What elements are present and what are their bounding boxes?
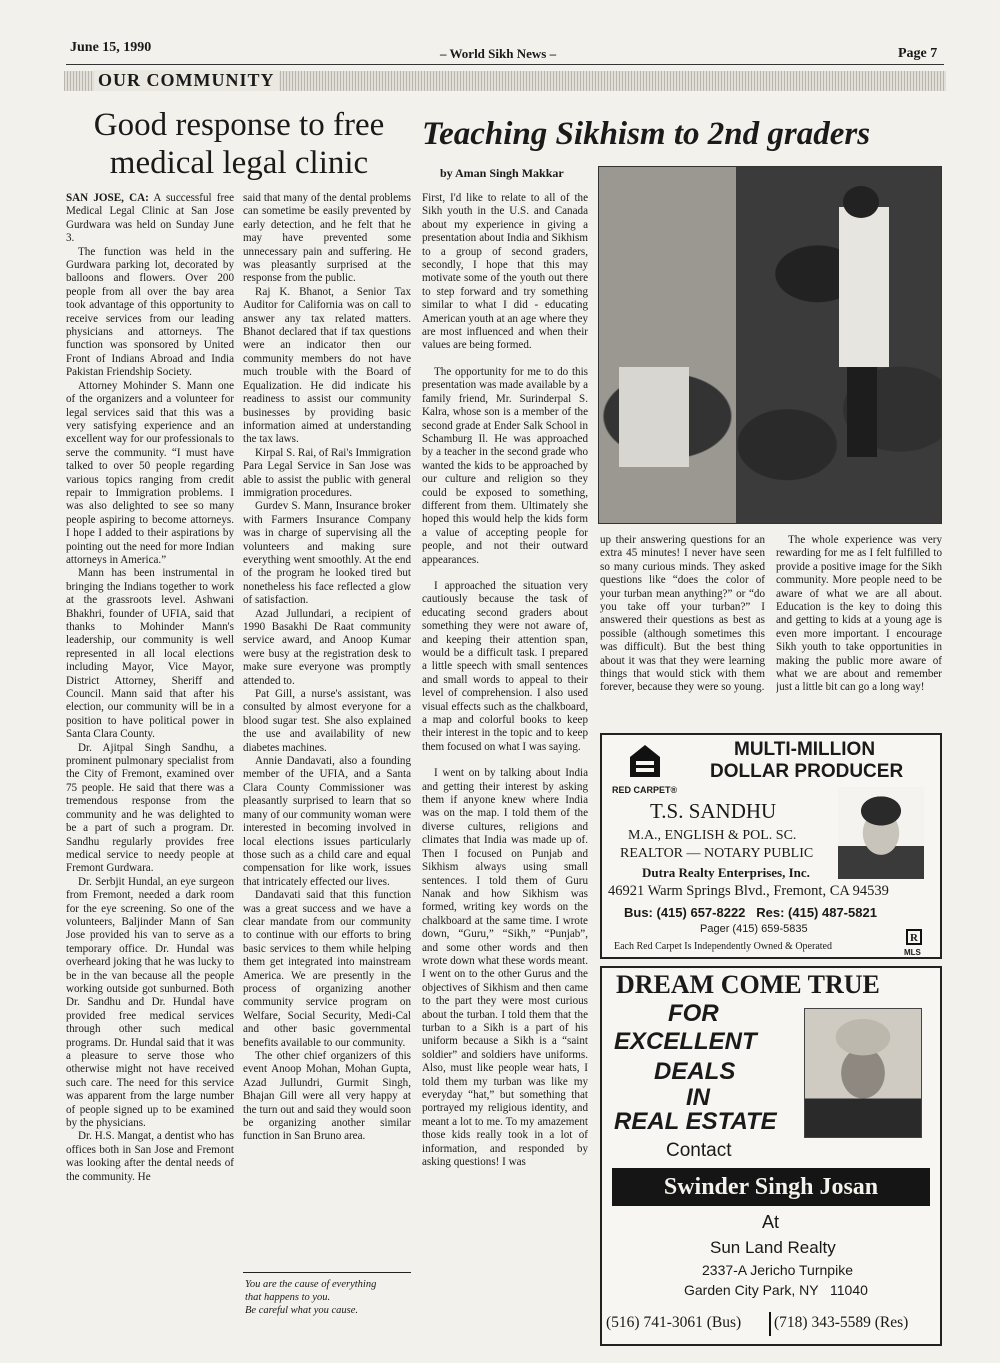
article2-byline: by Aman Singh Makkar: [440, 166, 564, 180]
student-shape: [619, 367, 689, 467]
quote-line: that happens to you.: [245, 1292, 331, 1303]
article2-column-1: [422, 192, 588, 1352]
ad2-line2: FOR: [668, 1000, 719, 1027]
paragraph: Dr. Ajitpal Singh Sandhu, a prominent pulmonary specialist from the City of Fremont, examined over 75 people. He said that there was a tremendous response from the community and he was delighted to be a part of such a program. Dr. Sandhu regularly provides free medical service to needy people at Fremont Gurdwara.: [66, 741, 234, 875]
agent-degree: M.A., ENGLISH & POL. SC.: [628, 828, 797, 843]
agent-name: T.S. SANDHU: [650, 799, 777, 823]
red-carpet-logo-icon: [628, 743, 662, 779]
ad2-at: At: [762, 1212, 780, 1232]
paragraph: up their answering questions for an extra 45 minutes! I never have seen so many curious minds. They asked questions like “does the color of your turban mean anything?” or “do you take off your turban?” I answered their questions as best as possible (although sometimes this was difficult). But the best thing about it was that they were learning things that would stick with them forever, because they were so young.: [600, 534, 765, 694]
article1-headline-line1: Good response to free: [93, 107, 385, 143]
ad2-line3: EXCELLENT: [614, 1028, 757, 1055]
header-rule: [66, 64, 944, 65]
article2-column-3: [776, 534, 942, 726]
ad1-footer: Each Red Carpet Is Independently Owned & Operated: [614, 941, 832, 952]
paragraph: Annie Dandavati, also a founding member of the UFIA, and a Santa Clara County Commissioner was pleasantly surprised to learn that so many of our community woman were interested in becoming involved in local elections issues particularly those such as a child care and equal compensation for like work, issues that intricately effected our lives.: [243, 755, 411, 888]
paragraph: The other chief organizers of this event Anoop Mohan, Mohan Gupta, Azad Jullundri, Gurmit Singh, Bhajan Gill were all very happy at the turn out and said they would soon be organizing another similar function in San Bruno area.: [243, 1050, 411, 1143]
article1-headline-line2: medical legal clinic: [109, 145, 369, 181]
quote-rule: [243, 1272, 411, 1273]
article2-headline: Teaching Sikhism to 2nd graders: [422, 116, 871, 152]
paragraph: Dr. Serbjit Hundal, an eye surgeon from Fremont, needed a dark room for the eye screening. So one of the volunteers, Baljinder Mann of San Jose provided his van to serve as a temporary office. Dr. Hundal was overheard joking that he was lucky to be in the van because all the people working outside got sunburned. Both Dr. Sandhu and Dr. Hundal have provided free medical services through other such medical programs. Dr. Hundal said that it was a pleasure to serve those who otherwise might not have received such care. The need for this service was apparent from the large number of people signed up to be examined by the physicians.: [66, 875, 234, 1130]
ad2-line5: IN: [686, 1084, 710, 1111]
pull-quote: [245, 1278, 413, 1317]
paragraph: The whole experience was very rewarding for me as I felt fulfilled to provide a positive image for the Sikh community. More people need to be aware of what we are all about. Education is the key to doing this and getting to kids at a young age is even more important. I encourage Sikh youth to take opportunities in making the public more aware of what we are about and remember just a little bit can go a long way!: [776, 534, 942, 694]
ad2-address2: Garden City Park, NY 11040: [684, 1282, 868, 1298]
ad2-address1: 2337-A Jericho Turnpike: [702, 1262, 853, 1278]
ad2-line1: DREAM COME TRUE: [616, 970, 880, 999]
dateline: SAN JOSE, CA:: [66, 192, 149, 204]
paragraph: Attorney Mohinder S. Mann one of the organizers and a volunteer for legal services said that this was a very satisfying experience and an excellent way for our professionals to serve the community. “I must have talked to over 50 people regarding various topics ranging from credit repair to Immigration problems. I was also delighted to see so many people aspiring to become attorneys. I hope I added to their aspirations by pointing out the need for more Indian attorneys in America.”: [66, 379, 234, 566]
quote-line: You are the cause of everything: [245, 1279, 377, 1290]
paragraph: Azad Jullundari, a recipient of 1990 Basakhi De Raat community service award, and Anoop Kumar were busy at the registration desk to make sure everyone was promptly attended to.: [243, 607, 411, 687]
paragraph: Raj K. Bhanot, a Senior Tax Auditor for California was on call to answer any tax related matters. Bhanot declared that if tax questions were an indicator then our community members do not have much trouble with the Board of Equalization. He did indicate his readiness to assist our community businesses by providing basic information aimed at understanding the tax laws.: [243, 285, 411, 446]
realtor-ad-sandhu: [600, 733, 942, 959]
agent-company: Dutra Realty Enterprises, Inc.: [642, 865, 810, 880]
realtor-logo-icon: R: [906, 929, 922, 945]
ad2-company: Sun Land Realty: [710, 1238, 836, 1257]
issue-date: June 15, 1990: [70, 40, 152, 55]
ad1-headline-1: MULTI-MILLION: [734, 739, 876, 760]
mls-label: MLS: [904, 948, 921, 957]
ad2-line4: DEALS: [654, 1058, 736, 1085]
phone-bus: (516) 741-3061 (Bus): [606, 1314, 742, 1331]
article1-column-1: [66, 192, 234, 1347]
paragraph: Kirpal S. Rai, of Rai's Immigration Para Legal Service in San Jose was able to assist the public with general immigration procedures.: [243, 446, 411, 499]
paragraph: I approached the situation very cautiously because the task of educating second graders about something they were not aware of, and keeping their attention span, would be a difficult task. I prepared a little speech with small sentences and small words to appeal to their level of comprehension. I also used visual effects such as the chalkboard, a map and colorful books to keep their interest in the topic and to keep them focused on what I was saying.: [422, 579, 588, 753]
paragraph: The function was held in the Gurdwara parking lot, decorated by balloons and flowers. Over 200 people from all over the bay area took advantage of this opportunity to receive services from our leading physicians and attorneys. The function was sponsored by United Front of Indians Abroad and India Pakistan Friendship Society.: [66, 245, 234, 379]
agent-name: Swinder Singh Josan: [663, 1174, 879, 1200]
paragraph: Pat Gill, a nurse's assistant, was consulted by almost everyone for a blood sugar test. She also explained the use and availability of new diabetes machines.: [243, 688, 411, 754]
realtor-ad-josan: [600, 966, 942, 1346]
paragraph: Gurdev S. Mann, Insurance broker with Farmers Insurance Company was in charge of supervising all the volunteers and making sure everything went smoothly. At the end of the program he looked tired but nonetheless his face reflected a glow of satisfaction.: [243, 500, 411, 607]
teacher-turban: [843, 186, 879, 218]
section-title: OUR COMMUNITY: [94, 70, 279, 91]
teacher-shirt: [839, 207, 889, 367]
ad1-headline-2: DOLLAR PRODUCER: [710, 761, 904, 782]
page-number: Page 7: [898, 46, 938, 61]
ad2-line6: REAL ESTATE: [614, 1108, 777, 1135]
agent-address: 46921 Warm Springs Blvd., Fremont, CA 94539: [608, 883, 889, 899]
classroom-photo: [598, 166, 942, 524]
ad2-contact: Contact: [666, 1140, 732, 1161]
article2-column-2: [600, 534, 765, 724]
paragraph: Dandavati said that this function was a great success and we have a clear mandate from our community to continue with our efforts to bring basic services to them while helping them get integrated into mainstream America. We are presently in the process of organizing another community service program on Welfare, Social Security, Medi-Cal and other basic governmental benefits available to our community.: [243, 889, 411, 1049]
paragraph: SAN JOSE, CA: A successful free Medical Legal Clinic at San Jose Gurdwara was held on Sunday June 3.: [66, 192, 234, 245]
phone-res: (718) 343-5589 (Res): [774, 1314, 909, 1331]
paragraph: said that many of the dental problems can sometime be easily prevented by early detection, and he felt that he may have prevented some unnecessary pain and suffering. He was pleasantly surprised at the response from the public.: [243, 192, 411, 285]
phone-divider: [769, 1312, 771, 1336]
quote-line: Be careful what you cause.: [245, 1305, 359, 1316]
newspaper-name: – World Sikh News –: [440, 46, 557, 61]
agent-pager: Pager (415) 659-5835: [700, 923, 808, 935]
brand-label: RED CARPET®: [612, 785, 678, 795]
agent-phones: Bus: (415) 657-8222 Res: (415) 487-5821: [624, 905, 877, 920]
teacher-legs: [847, 367, 877, 457]
paragraph: Mann has been instrumental in bringing the Indians together to work at the grassroots level. Ashwani Bhakhri, founder of UFIA, said that thanks to Mohinder Mann's leadership, our community is well represented in all local elections including Mayor, Vice Mayor, District Attorney, Sheriff and Council. Mann said that after his election, our community will be in a position to have political power in Santa Clara County.: [66, 567, 234, 741]
classroom-photo-figure: [599, 167, 943, 525]
article1-headline: [66, 106, 412, 182]
agent-photo: [804, 1008, 922, 1138]
article1-column-2: [243, 192, 411, 1258]
paragraph: The opportunity for me to do this presentation was made available by a family friend, Mr. Surinderpal S. Kalra, whose son is a member of the second grade at Ender Salk School in Schamburg Il. He was approached by a teacher in the second grade who wanted the kids to be approached by our culture and religion so they could be exposed to something, different from them. Ultimately she hoped this would help the kids form a value of accepting people for people, and not their outward appearances.: [422, 365, 588, 566]
paragraph: First, I'd like to relate to all of the Sikh youth in the U.S. and Canada about my experience in giving a presentation about India and Sikhism to a group of second graders, secondly, I hope that this may motivate some of the youth out there to step forward and try something similar to what I did - educating American youth at an age where they are most influenced and when their values are being formed.: [422, 192, 588, 352]
paragraph: I went on by talking about India and getting their interest by asking them if anyone knew where India was on the map. I told them of the diverse cultures, religions and climates that India was made up of. Then I focused on Punjab and Sikhism always using small sentences. I told them of Guru Nanak and how Sikhism was formed, writing key words on the chalkboard at the same time. I wrote down, “Guru,” “Sikh,” “Punjab”, and some other words and then wrote down what these words meant. I went on to the other Gurus and the objectives of Sikhism and then came to the part they were most curious about the turban. I told them that the turban to a Sikh is a part of his uniform because a Sikh is a “saint soldier” and soldiers have uniforms. Also, must like people wear hats, I told them my turban was like my everyday “hat,” but something that portrayed my religious identity, and meant a lot to me. To my amazement those kids really took in a lot of information, and responded by asking questions! I was: [422, 767, 588, 1169]
agent-title: REALTOR — NOTARY PUBLIC: [620, 846, 814, 861]
agent-photo: [838, 787, 924, 879]
paragraph: Dr. H.S. Mangat, a dentist who has offices both in San Jose and Fremont was looking after the dental needs of the community. He: [66, 1130, 234, 1183]
